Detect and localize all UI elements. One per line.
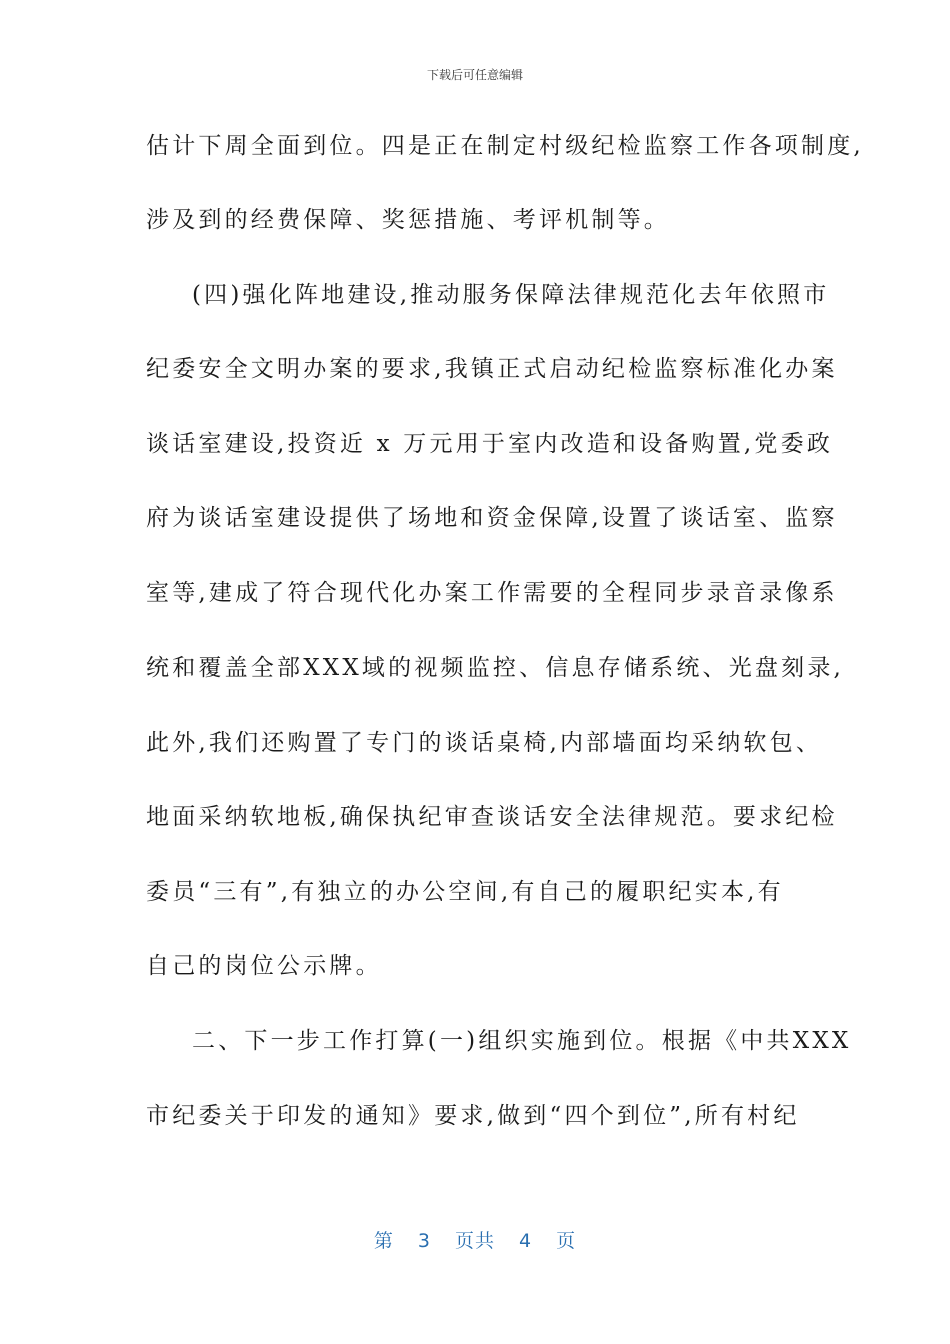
text-line: 地面采纳软地板,确保执纪审查谈话安全法律规范。要求纪检 [146,804,838,830]
current-page-number: 3 [417,1230,431,1252]
text-line: 纪委安全文明办案的要求,我镇正式启动纪检监察标准化办案 [146,356,838,382]
text-line: 自己的岗位公示牌。 [146,953,382,979]
page-footer [0,1226,950,1253]
text-line: 二、下一步工作打算(一)组织实施到位。根据《中共XXX [192,1028,852,1054]
text-line: 谈话室建设,投资近 x 万元用于室内改造和设备购置,党委政 [146,431,834,457]
page-middle: 页共 [454,1230,495,1252]
text-line: 室等,建成了符合现代化办案工作需要的全程同步录音录像系 [146,580,838,606]
text-line: 估计下周全面到位。四是正在制定村级纪检监察工作各项制度, [146,133,864,159]
text-line: 此外,我们还购置了专门的谈话桌椅,内部墙面均采纳软包、 [146,730,823,756]
total-pages-number: 4 [519,1230,533,1252]
text-line: 府为谈话室建设提供了场地和资金保障,设置了谈话室、监察 [146,505,838,531]
text-line: 市纪委关于印发的通知》要求,做到“四个到位”,所有村纪 [146,1103,800,1129]
text-line: 委员“三有”,有独立的办公空间,有自己的履职纪实本,有 [146,879,784,905]
text-line: (四)强化阵地建设,推动服务保障法律规范化去年依照市 [192,282,830,308]
page-prefix: 第 [373,1230,394,1252]
page-suffix: 页 [556,1230,577,1252]
page-header: 下载后可任意编辑 [426,68,523,82]
text-line: 涉及到的经费保障、奖惩措施、考评机制等。 [146,207,670,233]
text-line: 统和覆盖全部XXX域的视频监控、信息存储系统、光盘刻录, [146,655,845,681]
